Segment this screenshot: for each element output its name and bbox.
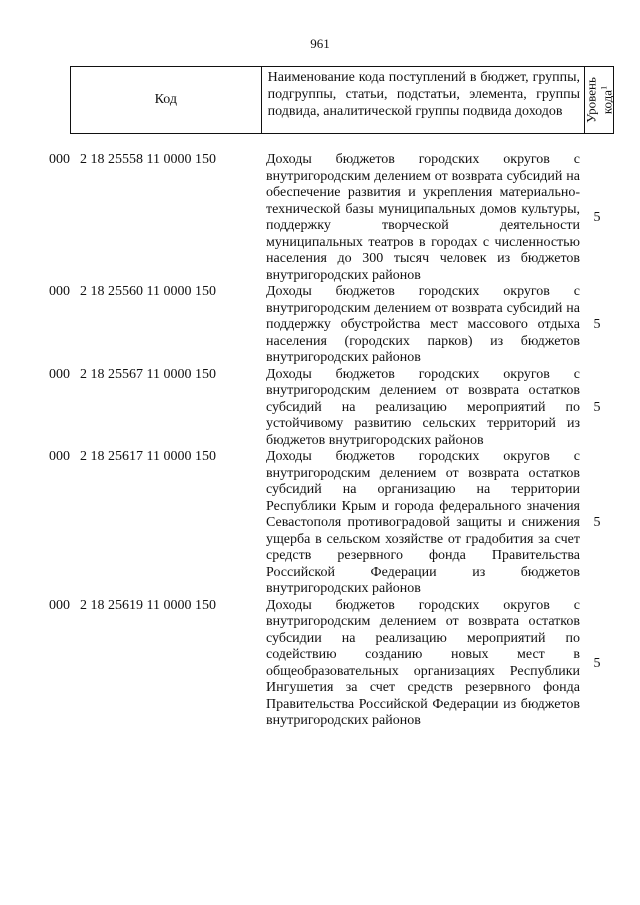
row-level: 5: [593, 210, 601, 225]
header-level-line2-text: кода: [599, 89, 615, 115]
row-description: Доходы бюджетов городских округов с внутригородским делением от возврата остатков субсидии на реализацию мероприятий по содействию созданию новых мест в общеобразовательных организациях Республики Ингушетия за счет средств резервного фонда Правительства Российской Федерации из бюджетов внутригородских районов: [266, 597, 580, 728]
header-level-cell: [585, 67, 613, 133]
row-admin-code: 000: [49, 366, 70, 382]
table-row: [0, 367, 640, 450]
header-level-line2: [597, 77, 613, 123]
header-code-cell: Код: [71, 67, 262, 133]
table-body: [0, 152, 640, 730]
row-level: 5: [593, 399, 601, 415]
row-description: Доходы бюджетов городских округов с внутригородским делением от возврата остатков субсидий на организацию на территории Республики Крым и города федерального значения Севастополя противоградовой защиты и снижения ущерба в сельском хозяйстве от градобития за счет средств резервного фонда Правительства Российской Федерации из бюджетов внутригородских районов: [266, 449, 580, 596]
table-row: [0, 598, 640, 730]
row-level: 5: [593, 317, 601, 333]
header-name-cell: Наименование кода поступлений в бюджет, группы, подгруппы, статьи, подстатьи, элемента, группы подвида, аналитической группы подвида доходов: [262, 67, 585, 133]
row-admin-code: 000: [49, 597, 70, 613]
header-level-label: [584, 77, 613, 123]
table-row: [0, 449, 640, 598]
row-budget-code: 2 18 25567 11 0000 150: [80, 366, 216, 382]
page-number: 961: [310, 36, 330, 51]
header-level-footnote: 1: [599, 85, 609, 90]
row-description: Доходы бюджетов городских округов с внутригородским делением от возврата субсидий на обеспечение развития и укрепления материально-технической базы муниципальных домов культуры, поддержку творческой деятельности муниципальных театров в городах с численностью населения до 300 тысяч человек из бюджетов внутригородских районов: [266, 152, 580, 283]
row-level: 5: [593, 655, 601, 671]
row-admin-code: 000: [49, 449, 70, 464]
row-admin-code: 000: [49, 284, 70, 299]
row-admin-code: 000: [49, 152, 70, 167]
header-level-line1: Уровень: [583, 77, 599, 123]
row-description: Доходы бюджетов городских округов с внутригородским делением от возврата остатков субсидий на реализацию мероприятий по устойчивому развитию сельских территорий из бюджетов внутригородских районов: [266, 366, 580, 448]
table-header: [70, 66, 614, 134]
table-row: [0, 284, 640, 367]
row-budget-code: 2 18 25619 11 0000 150: [80, 597, 216, 613]
row-budget-code: 2 18 25560 11 0000 150: [80, 284, 216, 299]
row-level: 5: [593, 515, 601, 531]
row-budget-code: 2 18 25558 11 0000 150: [80, 152, 216, 167]
row-budget-code: 2 18 25617 11 0000 150: [80, 449, 216, 464]
row-description: Доходы бюджетов городских округов с внутригородским делением от возврата субсидий на поддержку обустройства мест массового отдыха населения (городских парков) из бюджетов внутригородских районов: [266, 284, 580, 365]
table-row: [0, 152, 640, 284]
